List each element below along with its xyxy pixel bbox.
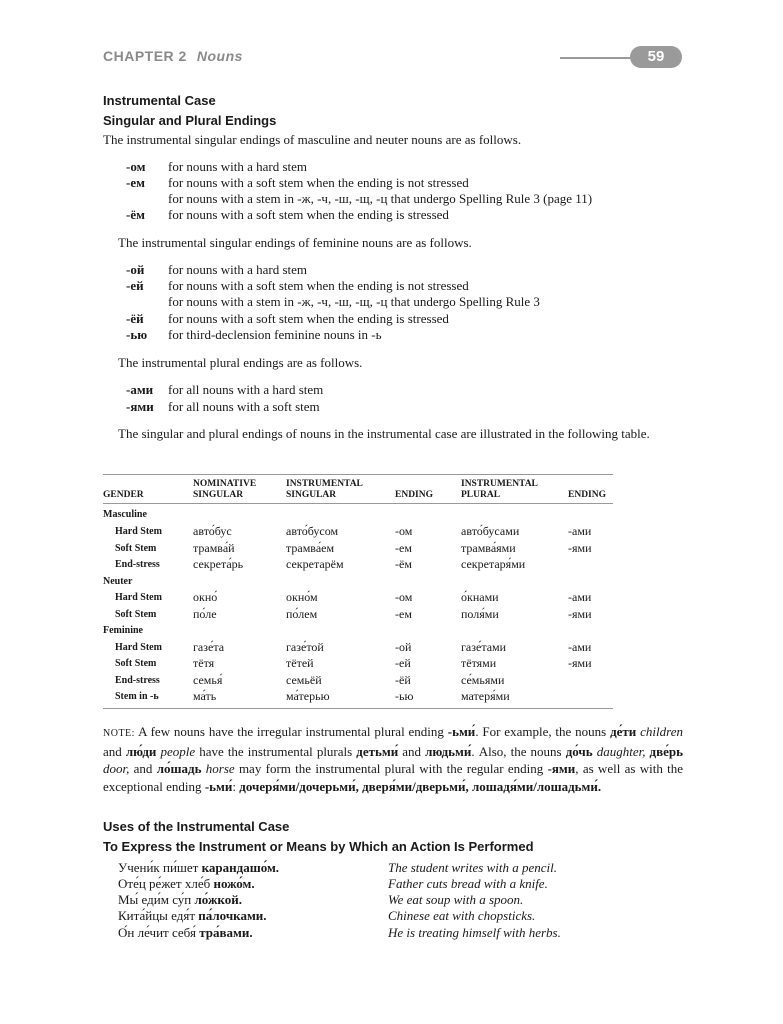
table-header-rule: [103, 503, 613, 504]
group-masculine: Masculine: [103, 509, 147, 520]
heading-singular-plural: Singular and Plural Endings: [103, 113, 277, 128]
th-ending: ENDING: [395, 490, 434, 500]
chapter-label: CHAPTER 2: [103, 48, 187, 64]
intro-plural: The instrumental plural endings are as follows.: [118, 355, 363, 370]
th-instrumental-singular: INSTRUMENTAL SINGULAR: [286, 479, 363, 500]
table-top-rule: [103, 474, 613, 475]
table-intro: The singular and plural endings of nouns in the instrumental case are illustrated in the following table.: [118, 426, 650, 441]
running-header: [103, 48, 243, 64]
th-nominative: NOMINATIVE SINGULAR: [193, 479, 257, 500]
group-neuter: Neuter: [103, 576, 133, 587]
th-ending-plural: ENDING: [568, 490, 607, 500]
table-bottom-rule: [103, 708, 613, 709]
page-number-badge: 59: [630, 46, 682, 68]
heading-means: To Express the Instrument or Means by Which an Action Is Performed: [103, 839, 534, 854]
note-paragraph: NOTE: A few nouns have the irregular instrumental plural ending -ьми́. For example, the nouns де́ти children and лю́ди people have the instrumental plurals детьми́ and людьми́. Also, the nouns до́чь daughter, две́рь door, and ло́шадь horse may form the instrumental plural with the regular ending -ями, as well as with the exceptional ending -ьми́: дочеря́ми/дочерьми́, дверя́ми/дверьми́, лошадя́ми/лошадьми́.: [103, 724, 684, 794]
group-feminine: Feminine: [103, 625, 143, 636]
header-rule: [560, 57, 640, 59]
heading-instrumental-case: Instrumental Case: [103, 93, 216, 108]
section-label: Nouns: [196, 48, 243, 64]
th-gender: GENDER: [103, 490, 144, 500]
th-instrumental-plural: INSTRUMENTAL PLURAL: [461, 479, 538, 500]
heading-uses: Uses of the Instrumental Case: [103, 819, 290, 834]
intro-masculine: The instrumental singular endings of masculine and neuter nouns are as follows.: [103, 132, 522, 147]
intro-feminine: The instrumental singular endings of feminine nouns are as follows.: [118, 235, 472, 250]
